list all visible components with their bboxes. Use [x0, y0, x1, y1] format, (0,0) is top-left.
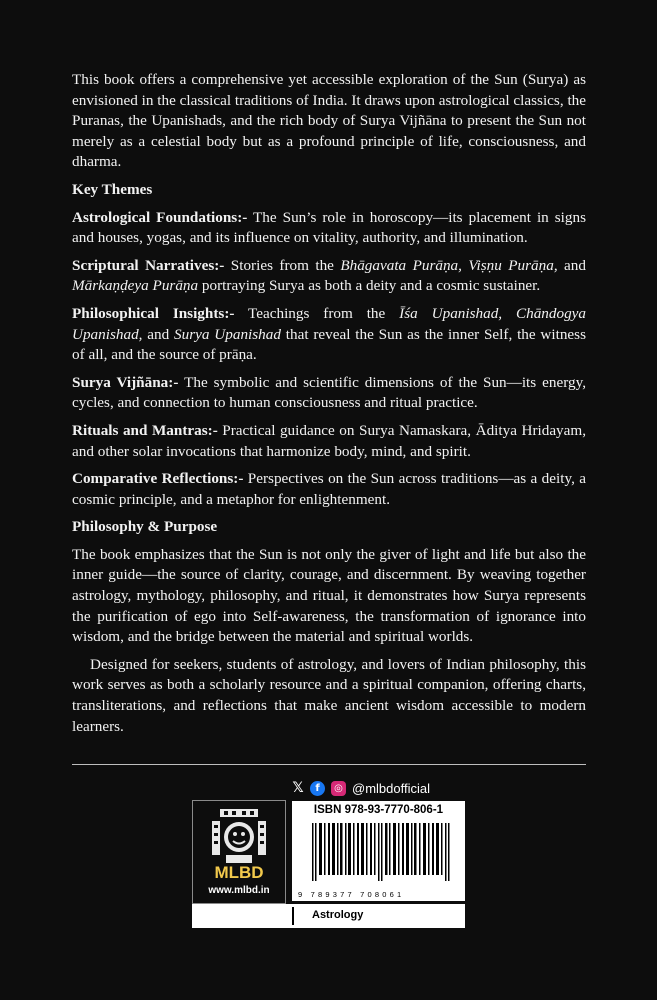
philosophy-paragraph-1: The book emphasizes that the Sun is not only the giver of light and life but also the inner guide—the source of clarity, courage, and discernment. By weaving together astrology, mythology, philosophy, and ritual, it demonstrates how Surya represents the purification of ego into Self-awareness, the transformation of ignorance into wisdom, and the bridge between the material and spiritual worlds. — [72, 545, 586, 646]
philosophy-paragraph-2: Designed for seekers, students of astrology, and lovers of Indian philosophy, this work serves as both a scholarly resource and a spiritual companion, offering charts, transliterations, and reflections that make ancient wisdom accessible to modern learners. — [72, 655, 586, 735]
theme-title: Comparative Reflections:- — [72, 470, 244, 488]
theme-astrological — [72, 208, 586, 249]
scripture-title: Mārkaṇḍeya Purāṇa — [72, 277, 199, 295]
isbn-number: ISBN 978-93-7770-806-1 — [313, 804, 444, 816]
publisher-url[interactable]: www.mlbd.in — [208, 885, 270, 896]
theme-rituals — [72, 421, 586, 462]
theme-philosophical — [72, 304, 586, 366]
divider-line — [72, 764, 586, 765]
back-cover-text — [72, 70, 586, 744]
scripture-title: Īśa Upanishad, Chāndogya Upanishad, — [72, 304, 587, 343]
barcode-digits: 9 789377 708061 — [298, 890, 405, 899]
isbn-barcode-box — [292, 801, 465, 901]
social-handle[interactable]: @mlbdofficial — [352, 780, 430, 796]
intro-paragraph: This book offers a comprehensive yet accessible exploration of the Sun (Surya) as envisioned in the classical traditions of India. It draws upon astrological classics, the Puranas, the Upanishads, and the rich body of Surya Vijñāna to present the Sun not merely as a celestial body but as a profound principle of life, consciousness, and dharma. — [72, 71, 586, 171]
theme-title: Surya Vijñāna:- — [72, 373, 179, 391]
theme-vijnana — [72, 373, 586, 414]
x-icon[interactable]: 𝕏 — [292, 779, 304, 796]
theme-text: Perspectives on the Sun across traditions—as a deity, a cosmic principle, and a metaphor for enlightenment. — [72, 470, 586, 508]
category-bar — [192, 904, 465, 928]
theme-title: Rituals and Mantras:- — [72, 421, 218, 439]
category-label: Astrology — [312, 909, 364, 921]
theme-text: Stories from the — [224, 256, 341, 274]
theme-text: and — [557, 256, 586, 274]
social-row — [292, 778, 468, 798]
theme-scriptural — [72, 256, 586, 297]
theme-text: and — [142, 325, 175, 343]
theme-text: Practical guidance on Surya Namaskara, Āditya Hridayam, and other solar invocations that harmonize body, mind, and spirit. — [72, 421, 586, 460]
theme-text: portraying Surya as both a deity and a cosmic sustainer. — [198, 277, 541, 295]
publisher-name: MLBD — [214, 863, 264, 882]
scripture-title: Bhāgavata Purāṇa, Viṣṇu Purāṇa, — [340, 256, 558, 274]
key-themes-heading: Key Themes — [72, 180, 153, 198]
theme-title: Philosophical Insights:- — [72, 304, 235, 322]
facebook-icon[interactable]: f — [310, 781, 325, 796]
philosophy-heading: Philosophy & Purpose — [72, 518, 218, 536]
theme-text: The Sun’s role in horoscopy—its placement in signs and houses, yogas, and its influence on vitality, authority, and illumination. — [72, 208, 586, 247]
theme-title: Astrological Foundations:- — [72, 208, 248, 226]
theme-text: that reveal the Sun as the inner Self, the witness of all, and the source of prāṇa. — [72, 325, 586, 364]
category-divider — [292, 907, 294, 925]
scripture-title: Surya Upanishad — [174, 325, 281, 343]
mlbd-emblem-icon — [210, 809, 268, 865]
theme-text: Teachings from the — [234, 304, 400, 322]
barcode-icon — [306, 823, 456, 885]
theme-title: Scriptural Narratives:- — [72, 256, 225, 274]
theme-text: The symbolic and scientific dimensions of the Sun—its energy, cycles, and connection to human consciousness and ritual practice. — [72, 373, 586, 412]
instagram-icon[interactable]: ◎ — [331, 781, 346, 796]
theme-comparative — [72, 469, 586, 510]
publisher-logo — [192, 800, 286, 904]
